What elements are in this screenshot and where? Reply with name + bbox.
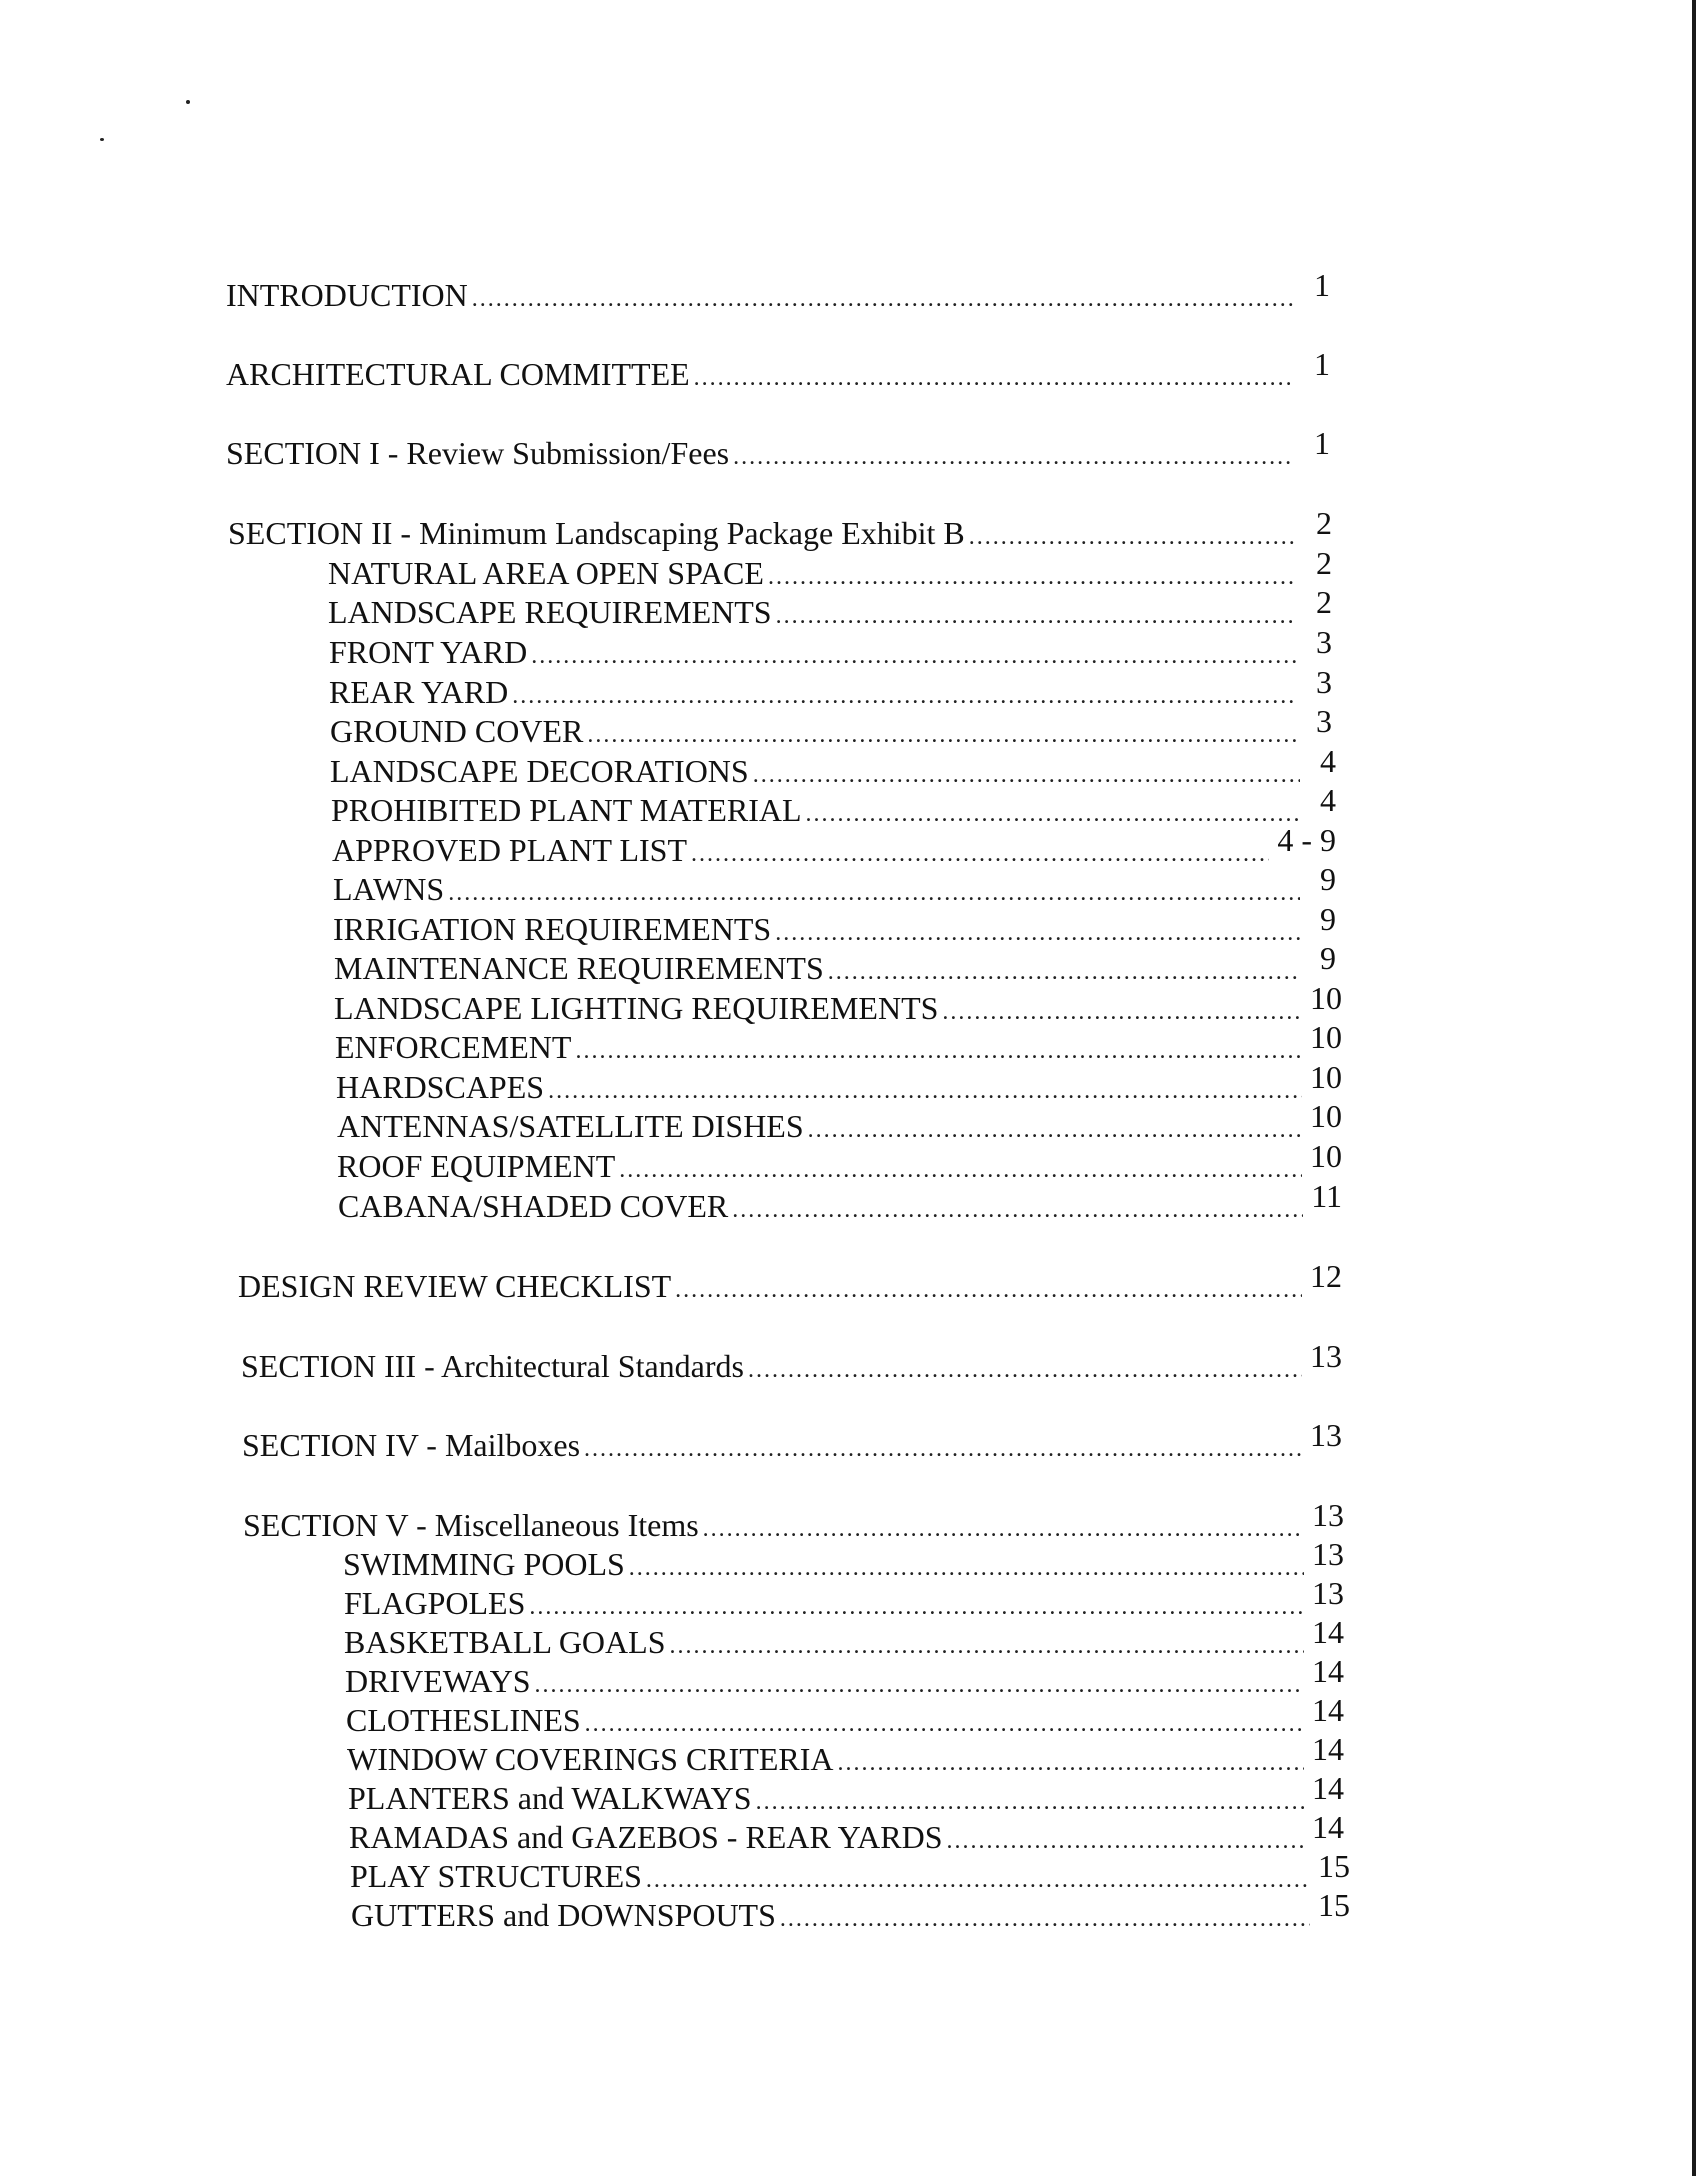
dot-leader xyxy=(472,279,1294,319)
dot-leader xyxy=(753,755,1300,795)
toc-entry-title: LANDSCAPE REQUIREMENTS xyxy=(328,594,772,630)
dot-leader xyxy=(768,557,1296,597)
toc-entry-page: 1 xyxy=(1314,425,1330,461)
toc-entry-title: NATURAL AREA OPEN SPACE xyxy=(328,555,764,591)
toc-entry-title: ARCHITECTURAL COMMITTEE xyxy=(226,356,690,392)
dot-leader xyxy=(808,1110,1302,1150)
dot-leader xyxy=(776,596,1296,636)
toc-entry-title: HARDSCAPES xyxy=(336,1069,545,1105)
toc-entry-page: 13 xyxy=(1310,1338,1342,1374)
dot-leader xyxy=(775,913,1300,953)
toc-entry-title: SECTION II - Minimum Landscaping Package Exhibit B xyxy=(228,515,965,551)
toc-entry-title: GROUND COVER xyxy=(330,713,584,749)
toc-entry xyxy=(241,1338,1342,1390)
toc-entry xyxy=(351,1887,1350,1939)
toc-entry-page: 14 xyxy=(1312,1692,1344,1728)
toc-entry xyxy=(350,1848,1350,1900)
toc-entry-title: SECTION IV - Mailboxes xyxy=(242,1427,581,1463)
toc-entry xyxy=(343,1536,1344,1588)
toc-entry-title: ROOF EQUIPMENT xyxy=(337,1148,616,1184)
toc-entry xyxy=(238,1258,1342,1310)
toc-entry-page: 13 xyxy=(1312,1497,1344,1533)
toc-entry-title: LANDSCAPE LIGHTING REQUIREMENTS xyxy=(334,990,939,1026)
toc-entry-title: WINDOW COVERINGS CRITERIA xyxy=(347,1741,834,1777)
toc-entry xyxy=(348,1770,1344,1822)
toc-entry-page: 13 xyxy=(1312,1536,1344,1572)
toc-entry-title: FRONT YARD xyxy=(329,634,528,670)
toc-entry-page: 13 xyxy=(1312,1575,1344,1611)
dot-leader xyxy=(646,1860,1310,1900)
toc-entry-title: LANDSCAPE DECORATIONS xyxy=(330,753,749,789)
dot-leader xyxy=(806,794,1300,834)
toc-entry xyxy=(242,1417,1342,1469)
toc-entry-title: PROHIBITED PLANT MATERIAL xyxy=(331,792,802,828)
toc-entry-page: 12 xyxy=(1310,1258,1342,1294)
toc-entry-page: 3 xyxy=(1316,624,1332,660)
dot-leader xyxy=(619,1150,1302,1190)
toc-entry-page: 14 xyxy=(1312,1770,1344,1806)
toc-entry xyxy=(349,1809,1344,1861)
dot-leader xyxy=(828,952,1300,992)
toc-entry-page: 4 xyxy=(1320,782,1336,818)
dot-leader xyxy=(629,1548,1304,1588)
toc-entry-title: REAR YARD xyxy=(329,674,509,710)
toc-entry-page: 9 xyxy=(1320,940,1336,976)
dot-leader xyxy=(587,715,1296,755)
toc-entry xyxy=(226,346,1330,398)
toc-entry-page: 10 xyxy=(1310,1019,1342,1055)
toc-entry xyxy=(335,1019,1342,1071)
toc-entry-page: 3 xyxy=(1316,664,1332,700)
toc-entry xyxy=(344,1575,1344,1627)
dot-leader xyxy=(585,1704,1304,1744)
toc-entry-title: BASKETBALL GOALS xyxy=(344,1624,666,1660)
toc-entry-page: 15 xyxy=(1318,1887,1350,1923)
toc-entry-page: 10 xyxy=(1310,1138,1342,1174)
toc-entry-title: LAWNS xyxy=(333,871,445,907)
toc-entry-title: RAMADAS and GAZEBOS - REAR YARDS xyxy=(349,1819,943,1855)
toc-entry-title: INTRODUCTION xyxy=(226,277,468,313)
dot-leader xyxy=(733,437,1294,477)
toc-entry-title: FLAGPOLES xyxy=(344,1585,526,1621)
toc-entry-page: 9 xyxy=(1320,901,1336,937)
dot-leader xyxy=(575,1031,1302,1071)
dot-leader xyxy=(529,1587,1304,1627)
toc-entry-page: 10 xyxy=(1310,1059,1342,1095)
toc-entry xyxy=(329,664,1332,716)
toc-entry-page: 2 xyxy=(1316,505,1332,541)
toc-entry xyxy=(243,1497,1344,1549)
toc-entry xyxy=(344,1614,1344,1666)
toc-entry xyxy=(328,584,1332,636)
toc-entry-page: 11 xyxy=(1311,1178,1342,1214)
toc-entry xyxy=(333,901,1336,953)
dot-leader xyxy=(732,1190,1303,1230)
toc-entry-page: 13 xyxy=(1310,1417,1342,1453)
dot-leader xyxy=(512,676,1296,716)
toc-entry-page: 15 xyxy=(1318,1848,1350,1884)
toc-entry xyxy=(331,782,1336,834)
dot-leader xyxy=(448,873,1300,913)
toc-entry xyxy=(337,1098,1342,1150)
toc-entry-title: PLANTERS and WALKWAYS xyxy=(348,1780,752,1816)
toc-entry xyxy=(330,703,1332,755)
dot-leader xyxy=(535,1665,1305,1705)
toc-entry xyxy=(330,743,1336,795)
toc-entry xyxy=(228,505,1332,557)
toc-entry xyxy=(334,980,1342,1032)
toc-entry-title: CABANA/SHADED COVER xyxy=(338,1188,729,1224)
toc-entry xyxy=(329,624,1332,676)
toc-entry xyxy=(346,1692,1344,1744)
toc-entry-page: 10 xyxy=(1310,1098,1342,1134)
toc-entry xyxy=(347,1731,1344,1783)
toc-entry xyxy=(332,822,1336,874)
toc-entry-title: ANTENNAS/SATELLITE DISHES xyxy=(337,1108,804,1144)
toc-entry xyxy=(328,545,1332,597)
dot-leader xyxy=(703,1509,1304,1549)
toc-entry-page: 14 xyxy=(1312,1731,1344,1767)
toc-entry xyxy=(337,1138,1342,1190)
toc-entry xyxy=(336,1059,1342,1111)
dot-leader xyxy=(669,1626,1304,1666)
toc-entry xyxy=(226,267,1330,319)
toc-entry-page: 14 xyxy=(1312,1614,1344,1650)
toc-entry-page: 1 xyxy=(1314,267,1330,303)
toc-entry-page: 2 xyxy=(1316,545,1332,581)
toc-entry-page: 10 xyxy=(1310,980,1342,1016)
dot-leader xyxy=(548,1071,1302,1111)
dot-leader xyxy=(942,992,1302,1032)
toc-entry-page: 1 xyxy=(1314,346,1330,382)
toc-entry xyxy=(333,861,1336,913)
dot-leader xyxy=(969,517,1296,557)
toc-entry-page: 3 xyxy=(1316,703,1332,739)
toc-entry xyxy=(226,425,1330,477)
dot-leader xyxy=(694,358,1294,398)
toc-entry-title: CLOTHESLINES xyxy=(346,1702,581,1738)
toc-entry-page: 14 xyxy=(1312,1653,1344,1689)
dot-leader xyxy=(675,1270,1302,1310)
toc-entry-page: 2 xyxy=(1316,584,1332,620)
toc-entry-page: 14 xyxy=(1312,1809,1344,1845)
toc-entry-title: DRIVEWAYS xyxy=(345,1663,531,1699)
toc-entry-title: SECTION I - Review Submission/Fees xyxy=(226,435,730,471)
toc-entry xyxy=(338,1178,1342,1230)
toc-entry-title: PLAY STRUCTURES xyxy=(350,1858,642,1894)
toc-entry-page: 4 - 9 xyxy=(1277,822,1336,858)
dot-leader xyxy=(748,1350,1302,1390)
dot-leader xyxy=(584,1429,1302,1469)
dot-leader xyxy=(780,1899,1310,1939)
toc-entry-title: MAINTENANCE REQUIREMENTS xyxy=(334,950,824,986)
toc-entry xyxy=(345,1653,1344,1705)
toc-entry-title: ENFORCEMENT xyxy=(335,1029,572,1065)
dot-leader xyxy=(756,1782,1304,1822)
toc-entry-title: IRRIGATION REQUIREMENTS xyxy=(333,911,772,947)
toc-entry-title: DESIGN REVIEW CHECKLIST xyxy=(238,1268,672,1304)
toc-entry-title: GUTTERS and DOWNSPOUTS xyxy=(351,1897,776,1933)
dot-leader xyxy=(531,636,1296,676)
toc-entry-page: 9 xyxy=(1320,861,1336,897)
toc-entry-title: APPROVED PLANT LIST xyxy=(332,832,687,868)
dot-leader xyxy=(947,1821,1304,1861)
toc-entry-title: SECTION V - Miscellaneous Items xyxy=(243,1507,699,1543)
toc-entry-title: SECTION III - Architectural Standards xyxy=(241,1348,744,1384)
toc-entry-page: 4 xyxy=(1320,743,1336,779)
dot-leader xyxy=(837,1743,1304,1783)
toc-entry xyxy=(334,940,1336,992)
toc-entry-title: SWIMMING POOLS xyxy=(343,1546,625,1582)
dot-leader xyxy=(691,834,1269,874)
